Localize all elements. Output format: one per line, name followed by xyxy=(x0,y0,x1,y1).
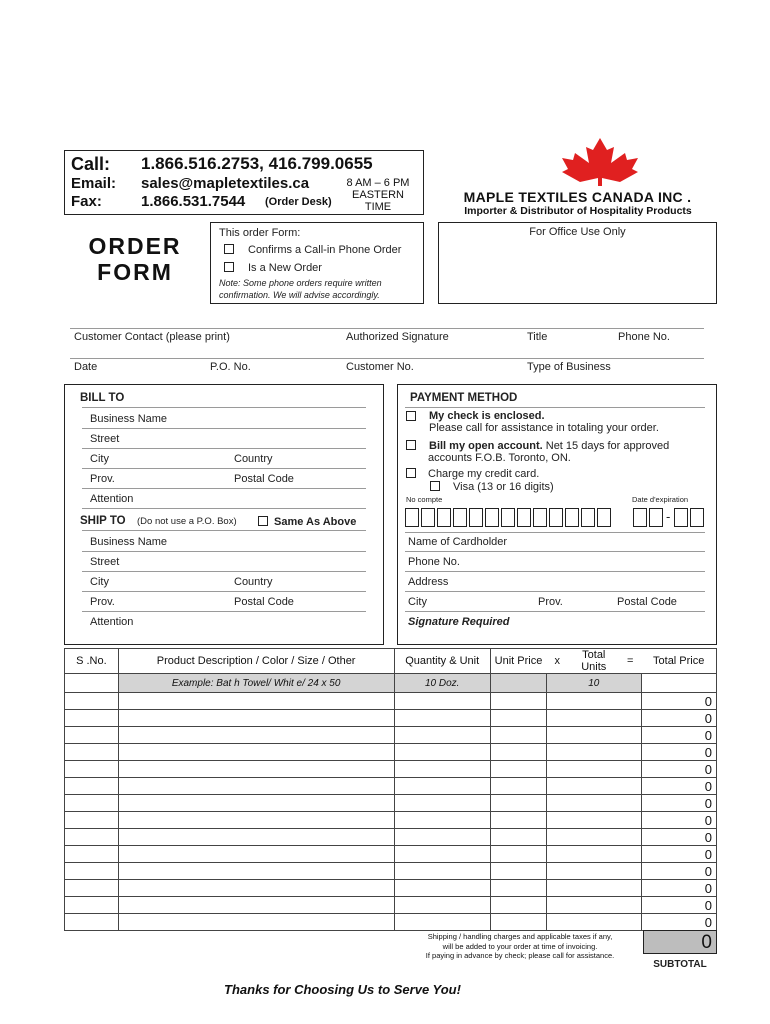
card-digit-box[interactable] xyxy=(405,508,419,527)
call-in-option: Confirms a Call-in Phone Order xyxy=(248,244,402,256)
subtotal-box: 0 xyxy=(643,930,717,954)
bill-line-4 xyxy=(82,488,366,489)
customer-contact-field[interactable]: Customer Contact (please print) xyxy=(74,331,230,343)
row-quantity-cell[interactable] xyxy=(394,846,490,863)
call-label: Call: xyxy=(71,154,111,174)
card-address-field[interactable]: Address xyxy=(408,576,449,588)
shipping-note xyxy=(395,932,645,961)
credit-card-label: Charge my credit card. xyxy=(428,468,540,480)
card-prov-field[interactable]: Prov. xyxy=(538,596,563,608)
ship-prov[interactable]: Prov. xyxy=(90,596,115,608)
table-header-row xyxy=(65,649,717,674)
row-quantity-cell[interactable] xyxy=(394,880,490,897)
maple-leaf-logo xyxy=(530,136,670,186)
row-total-cell: 0 xyxy=(641,829,716,846)
row-quantity-cell[interactable] xyxy=(394,778,490,795)
row-quantity-cell[interactable] xyxy=(394,897,490,914)
ship-line-3 xyxy=(82,591,366,592)
row-description-cell[interactable] xyxy=(118,829,394,846)
row-description-cell[interactable] xyxy=(118,897,394,914)
card-number-input[interactable] xyxy=(405,508,621,527)
card-digit-box[interactable] xyxy=(549,508,563,527)
visa-checkbox[interactable] xyxy=(430,481,440,491)
row-unit-price-cell[interactable] xyxy=(490,727,546,744)
row-description-cell[interactable] xyxy=(118,710,394,727)
shipping-note-line1: Shipping / handling charges and applicable taxes if any, xyxy=(427,932,613,941)
row-unit-price-cell[interactable] xyxy=(490,863,546,880)
check-enclosed-label: My check is enclosed. xyxy=(429,410,545,422)
thanks-message: Thanks for Choosing Us to Serve You! xyxy=(224,982,461,997)
table-row[interactable] xyxy=(65,846,717,863)
row-total-cell: 0 xyxy=(641,761,716,778)
example-units: 10 xyxy=(546,674,641,693)
card-digit-box[interactable] xyxy=(581,508,595,527)
maple-leaf-icon xyxy=(562,138,638,186)
hours xyxy=(338,177,418,213)
row-unit-price-cell[interactable] xyxy=(490,778,546,795)
example-row xyxy=(65,674,717,693)
expiry-month-input[interactable] xyxy=(633,508,665,527)
row-total-cell: 0 xyxy=(641,914,716,931)
email-label: Email: xyxy=(71,175,117,192)
table-row[interactable] xyxy=(65,880,717,897)
table-row[interactable] xyxy=(65,829,717,846)
row-quantity-cell[interactable] xyxy=(394,693,490,710)
order-note-line2: confirmation. We will advise accordingly. xyxy=(219,290,380,300)
row-description-cell[interactable] xyxy=(118,880,394,897)
office-use-label: For Office Use Only xyxy=(529,226,626,238)
card-number-label: No compte xyxy=(406,495,443,504)
row-total-cell: 0 xyxy=(641,693,716,710)
hours-line2: EASTERN xyxy=(352,189,404,201)
table-row[interactable] xyxy=(65,710,717,727)
bill-to-heading: BILL TO xyxy=(80,392,125,404)
subtotal-label: SUBTOTAL xyxy=(653,959,707,970)
ship-country[interactable]: Country xyxy=(234,576,273,588)
company-name: MAPLE TEXTILES CANADA INC . xyxy=(463,189,692,205)
bill-city[interactable]: City xyxy=(90,453,109,465)
card-digit-box[interactable] xyxy=(469,508,483,527)
example-total xyxy=(641,674,716,693)
col-unit-price: Unit Price xyxy=(490,649,546,674)
open-account-label xyxy=(429,440,669,452)
bill-country[interactable]: Country xyxy=(234,453,273,465)
row-unit-price-cell[interactable] xyxy=(490,880,546,897)
open-account-rest: Net 15 days for approved xyxy=(542,440,670,452)
items-table xyxy=(64,648,717,931)
row-quantity-cell[interactable] xyxy=(394,710,490,727)
pay-line-3 xyxy=(405,571,705,572)
row-units-cell[interactable] xyxy=(546,778,641,795)
table-row[interactable] xyxy=(65,693,717,710)
bill-line-2 xyxy=(82,448,366,449)
row-units-cell[interactable] xyxy=(546,693,641,710)
card-digit-box[interactable] xyxy=(565,508,579,527)
row-units-cell[interactable] xyxy=(546,761,641,778)
bill-postal[interactable]: Postal Code xyxy=(234,473,294,485)
visa-label: Visa (13 or 16 digits) xyxy=(453,481,554,493)
order-title-line2: FORM xyxy=(97,259,173,285)
table-row[interactable] xyxy=(65,812,717,829)
call-value: 1.866.516.2753, 416.799.0655 xyxy=(141,154,373,173)
row-units-cell[interactable] xyxy=(546,710,641,727)
po-number-field[interactable]: P.O. No. xyxy=(210,361,251,373)
check-enclosed-note: Please call for assistance in totaling your order. xyxy=(429,422,659,434)
row-sno-cell[interactable] xyxy=(65,761,119,778)
row-description-cell[interactable] xyxy=(118,693,394,710)
business-type-field[interactable]: Type of Business xyxy=(527,361,611,373)
ship-line-1 xyxy=(82,551,366,552)
date-field[interactable]: Date xyxy=(74,361,98,373)
card-digit-box[interactable] xyxy=(533,508,547,527)
pay-line-2 xyxy=(405,551,705,552)
bill-street[interactable]: Street xyxy=(90,433,120,445)
card-phone-field[interactable]: Phone No. xyxy=(408,556,460,568)
col-total-units: Total Units xyxy=(568,649,619,674)
ship-city[interactable]: City xyxy=(90,576,109,588)
card-digit-box[interactable] xyxy=(453,508,467,527)
row-unit-price-cell[interactable] xyxy=(490,914,546,931)
expiry-dash: - xyxy=(666,509,671,524)
hours-line3: TIME xyxy=(364,201,392,213)
ship-to-note: (Do not use a P.O. Box) xyxy=(137,516,237,527)
col-equals: = xyxy=(619,649,641,674)
bill-line-3 xyxy=(82,468,366,469)
row-units-cell[interactable] xyxy=(546,795,641,812)
row-sno-cell[interactable] xyxy=(65,795,119,812)
shipping-note-line3: If paying in advance by check; please call for assistance. xyxy=(425,951,615,960)
ship-line-4 xyxy=(82,611,366,612)
row-sno-cell[interactable] xyxy=(65,778,119,795)
expiry-label: Date d'expiration xyxy=(632,495,689,504)
authorized-signature-field[interactable]: Authorized Signature xyxy=(346,331,449,343)
row-description-cell[interactable] xyxy=(118,744,394,761)
order-form-heading: This order Form: xyxy=(219,227,301,239)
row-total-cell: 0 xyxy=(641,846,716,863)
payment-heading: PAYMENT METHOD xyxy=(410,392,518,404)
pay-line-1 xyxy=(405,532,705,533)
order-note-line1: Note: Some phone orders require written xyxy=(219,278,382,288)
bill-line-5 xyxy=(82,508,366,509)
customer-row1-line xyxy=(70,328,704,329)
open-account-line2: accounts F.O.B. Toronto, ON. xyxy=(428,452,571,464)
row-unit-price-cell[interactable] xyxy=(490,744,546,761)
row-units-cell[interactable] xyxy=(546,914,641,931)
bill-business-name[interactable]: Business Name xyxy=(90,413,168,425)
card-city-field[interactable]: City xyxy=(408,596,427,608)
table-row[interactable] xyxy=(65,914,717,931)
row-total-cell: 0 xyxy=(641,744,716,761)
row-units-cell[interactable] xyxy=(546,727,641,744)
shipping-note-line2: will be added to your order at time of invoicing. xyxy=(442,941,598,951)
row-sno-cell[interactable] xyxy=(65,829,119,846)
row-quantity-cell[interactable] xyxy=(394,761,490,778)
signature-required-field[interactable]: Signature Required xyxy=(408,616,510,628)
open-account-bold: Bill my open account. xyxy=(429,440,543,452)
col-quantity: Quantity & Unit xyxy=(394,649,490,674)
credit-card-checkbox[interactable] xyxy=(406,468,416,478)
row-quantity-cell[interactable] xyxy=(394,863,490,880)
row-unit-price-cell[interactable] xyxy=(490,795,546,812)
table-row[interactable] xyxy=(65,795,717,812)
row-description-cell[interactable] xyxy=(118,778,394,795)
order-title-line1: ORDER xyxy=(88,233,182,259)
company-tagline: Importer & Distributor of Hospitality Products xyxy=(464,205,692,217)
row-total-cell: 0 xyxy=(641,727,716,744)
row-units-cell[interactable] xyxy=(546,812,641,829)
row-quantity-cell[interactable] xyxy=(394,812,490,829)
row-units-cell[interactable] xyxy=(546,863,641,880)
row-sno-cell[interactable] xyxy=(65,846,119,863)
cardholder-field[interactable]: Name of Cardholder xyxy=(408,536,508,548)
table-row[interactable] xyxy=(65,744,717,761)
row-sno-cell[interactable] xyxy=(65,710,119,727)
row-sno-cell[interactable] xyxy=(65,880,119,897)
row-description-cell[interactable] xyxy=(118,914,394,931)
row-unit-price-cell[interactable] xyxy=(490,812,546,829)
example-unit-price xyxy=(490,674,546,693)
row-unit-price-cell[interactable] xyxy=(490,897,546,914)
card-digit-box[interactable] xyxy=(501,508,515,527)
bill-line-0 xyxy=(82,407,366,408)
row-quantity-cell[interactable] xyxy=(394,727,490,744)
phone-field[interactable]: Phone No. xyxy=(618,331,670,343)
row-units-cell[interactable] xyxy=(546,744,641,761)
card-digit-box[interactable] xyxy=(485,508,499,527)
pay-line-4 xyxy=(405,591,705,592)
table-row[interactable] xyxy=(65,778,717,795)
fax-label: Fax: xyxy=(71,193,102,210)
row-unit-price-cell[interactable] xyxy=(490,846,546,863)
row-units-cell[interactable] xyxy=(546,846,641,863)
row-sno-cell[interactable] xyxy=(65,863,119,880)
same-as-above-checkbox[interactable] xyxy=(258,516,268,526)
row-unit-price-cell[interactable] xyxy=(490,693,546,710)
row-units-cell[interactable] xyxy=(546,829,641,846)
row-quantity-cell[interactable] xyxy=(394,795,490,812)
row-unit-price-cell[interactable] xyxy=(490,761,546,778)
row-sno-cell[interactable] xyxy=(65,897,119,914)
row-units-cell[interactable] xyxy=(546,897,641,914)
row-units-cell[interactable] xyxy=(546,880,641,897)
row-total-cell: 0 xyxy=(641,778,716,795)
row-total-cell: 0 xyxy=(641,710,716,727)
pay-line-0 xyxy=(405,407,705,408)
row-total-cell: 0 xyxy=(641,897,716,914)
ship-business-name[interactable]: Business Name xyxy=(90,536,168,548)
ship-to-heading: SHIP TO xyxy=(80,515,126,527)
card-postal-field[interactable]: Postal Code xyxy=(617,596,677,608)
table-row[interactable] xyxy=(65,761,717,778)
row-unit-price-cell[interactable] xyxy=(490,829,546,846)
row-description-cell[interactable] xyxy=(118,761,394,778)
bill-prov[interactable]: Prov. xyxy=(90,473,115,485)
row-sno-cell[interactable] xyxy=(65,727,119,744)
card-digit-box[interactable] xyxy=(437,508,451,527)
row-description-cell[interactable] xyxy=(118,795,394,812)
row-sno-cell[interactable] xyxy=(65,744,119,761)
row-quantity-cell[interactable] xyxy=(394,914,490,931)
title-field[interactable]: Title xyxy=(527,331,548,343)
ship-line-0 xyxy=(82,530,366,531)
ship-attention[interactable]: Attention xyxy=(90,616,134,628)
col-description: Product Description / Color / Size / Other xyxy=(118,649,394,674)
row-sno-cell[interactable] xyxy=(65,812,119,829)
row-total-cell: 0 xyxy=(641,812,716,829)
col-times: x xyxy=(546,649,568,674)
example-sno xyxy=(65,674,119,693)
fax-value: 1.866.531.7544 xyxy=(141,193,246,210)
row-quantity-cell[interactable] xyxy=(394,744,490,761)
row-sno-cell[interactable] xyxy=(65,914,119,931)
col-total-price: Total Price xyxy=(641,649,716,674)
card-digit-box[interactable] xyxy=(421,508,435,527)
table-row[interactable] xyxy=(65,897,717,914)
table-row[interactable] xyxy=(65,863,717,880)
check-enclosed-checkbox[interactable] xyxy=(406,411,416,421)
new-order-option: Is a New Order xyxy=(248,262,322,274)
expiry-digit-box[interactable] xyxy=(649,508,663,527)
example-description: Example: Bat h Towel/ Whit e/ 24 x 50 xyxy=(118,674,394,693)
card-digit-box[interactable] xyxy=(597,508,611,527)
email-value: sales@mapletextiles.ca xyxy=(141,175,310,192)
expiry-digit-box[interactable] xyxy=(633,508,647,527)
pay-line-5 xyxy=(405,611,705,612)
row-description-cell[interactable] xyxy=(118,846,394,863)
row-total-cell: 0 xyxy=(641,880,716,897)
new-order-checkbox[interactable] xyxy=(224,262,234,272)
expiry-year-input[interactable] xyxy=(674,508,706,527)
call-in-checkbox[interactable] xyxy=(224,244,234,254)
same-as-above-label: Same As Above xyxy=(274,516,357,528)
fax-note: (Order Desk) xyxy=(265,196,332,208)
row-unit-price-cell[interactable] xyxy=(490,710,546,727)
col-sno: S .No. xyxy=(65,649,119,674)
customer-number-field[interactable]: Customer No. xyxy=(346,361,414,373)
open-account-checkbox[interactable] xyxy=(406,440,416,450)
ship-street[interactable]: Street xyxy=(90,556,120,568)
expiry-digit-box[interactable] xyxy=(690,508,704,527)
row-description-cell[interactable] xyxy=(118,812,394,829)
row-description-cell[interactable] xyxy=(118,727,394,744)
bill-line-1 xyxy=(82,428,366,429)
example-quantity: 10 Doz. xyxy=(394,674,490,693)
row-sno-cell[interactable] xyxy=(65,693,119,710)
row-total-cell: 0 xyxy=(641,863,716,880)
hours-line1: 8 AM – 6 PM xyxy=(346,177,410,189)
row-description-cell[interactable] xyxy=(118,863,394,880)
ship-line-2 xyxy=(82,571,366,572)
table-row[interactable] xyxy=(65,727,717,744)
card-digit-box[interactable] xyxy=(517,508,531,527)
row-quantity-cell[interactable] xyxy=(394,829,490,846)
row-total-cell: 0 xyxy=(641,795,716,812)
customer-row2-line xyxy=(70,358,704,359)
expiry-digit-box[interactable] xyxy=(674,508,688,527)
ship-postal[interactable]: Postal Code xyxy=(234,596,294,608)
bill-attention[interactable]: Attention xyxy=(90,493,134,505)
